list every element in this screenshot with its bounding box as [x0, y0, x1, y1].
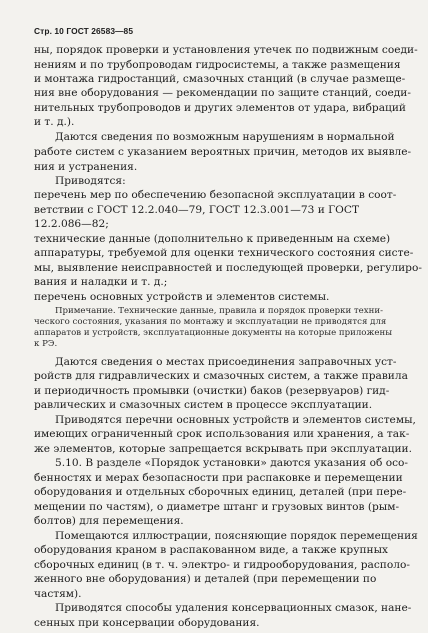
text-line: ния вне оборудования — рекомендации по защите станций, соеди-: [34, 87, 411, 99]
text-line: мещении по частям), о диаметре штанг и грузовых винтов (рым-: [34, 501, 400, 513]
text-line: болтов) для перемещения.: [34, 515, 184, 527]
note-line: аппаратов и устройств, эксплуатационные документы на которые приложены: [34, 328, 393, 338]
text-line: Приводятся перечни основных устройств и элементов системы,: [55, 414, 416, 426]
text-line: сенных при консервации оборудования.: [34, 617, 260, 629]
text-line: же элементов, которые запрещается вскрывать при эксплуатации.: [34, 443, 412, 455]
text-line: аппаратуры, требуемой для оценки технического состояния систе-: [34, 247, 414, 259]
text-line: Помещаются иллюстрации, поясняющие порядок перемещения: [55, 530, 418, 542]
text-line: технические данные (дополнительно к приведенным на схеме): [34, 233, 391, 245]
text-line: ния и устранения.: [34, 161, 138, 173]
text-line: имеющих ограниченный срок использования или хранения, а так-: [34, 428, 410, 440]
text-line: ройств для гидравлических и смазочных систем, а также правила: [34, 370, 408, 382]
text-line: женного вне оборудования) и деталей (при перемещении по: [34, 573, 377, 585]
text-line: Приводятся:: [55, 175, 126, 187]
text-line: ветствии с ГОСТ 12.2.040—79, ГОСТ 12.3.001—73 и ГОСТ: [34, 204, 360, 216]
text-line: Даются сведения о местах присоединения заправочных уст-: [55, 356, 397, 368]
note-line: Примечание. Технические данные, правила и порядок проверки техни-: [55, 306, 383, 316]
text-line: нительных трубопроводов и других элементов от удара, вибраций: [34, 102, 406, 114]
text-line: нениям и по трубопроводам гидросистемы, а также размещения: [34, 59, 401, 71]
text-line: и т. д.).: [34, 116, 75, 128]
text-line: работе систем с указанием вероятных причин, методов их выявле-: [34, 146, 412, 158]
text-line: вания и наладки и т. д.;: [34, 276, 168, 288]
text-line: ны, порядок проверки и установления утечек по подвижным соеди-: [34, 44, 418, 56]
text-line: Даются сведения по возможным нарушениям в нормальной: [55, 131, 395, 143]
text-line: 5.10. В разделе «Порядок установки» даются указания об осо-: [55, 457, 408, 469]
text-line: 12.2.086—82;: [34, 218, 109, 230]
text-line: частям).: [34, 588, 82, 600]
text-line: сборочных единиц (в т. ч. электро- и гидрооборудования, располо-: [34, 559, 410, 571]
text-line: и периодичность промывки (очистки) баков (резервуаров) гид-: [34, 385, 390, 397]
text-line: Приводятся способы удаления консервационных смазок, нане-: [55, 602, 412, 614]
text-line: мы, выявление неисправностей и последующей проверки, регулиро-: [34, 262, 422, 274]
text-line: равлических и смазочных систем в процессе эксплуатации.: [34, 399, 373, 411]
page-header: Стр. 10 ГОСТ 26583—85: [34, 26, 134, 36]
text-line: бенностях и мерах безопасности при распаковке и перемещении: [34, 472, 403, 484]
text-line: перечень основных устройств и элементов системы.: [34, 291, 330, 303]
text-line: и монтажа гидростанций, смазочных станций (в случае размеще-: [34, 73, 406, 85]
text-line: оборудования краном в распакованном виде, а также крупных: [34, 544, 388, 556]
text-line: оборудования и отдельных сборочных единиц, деталей (при пере-: [34, 486, 407, 498]
note-line: к РЭ.: [34, 339, 58, 349]
text-line: перечень мер по обеспечению безопасной эксплуатации в соот-: [34, 189, 397, 201]
note-line: ческого состояния, указания по монтажу и эксплуатации не приводятся для: [34, 317, 387, 327]
